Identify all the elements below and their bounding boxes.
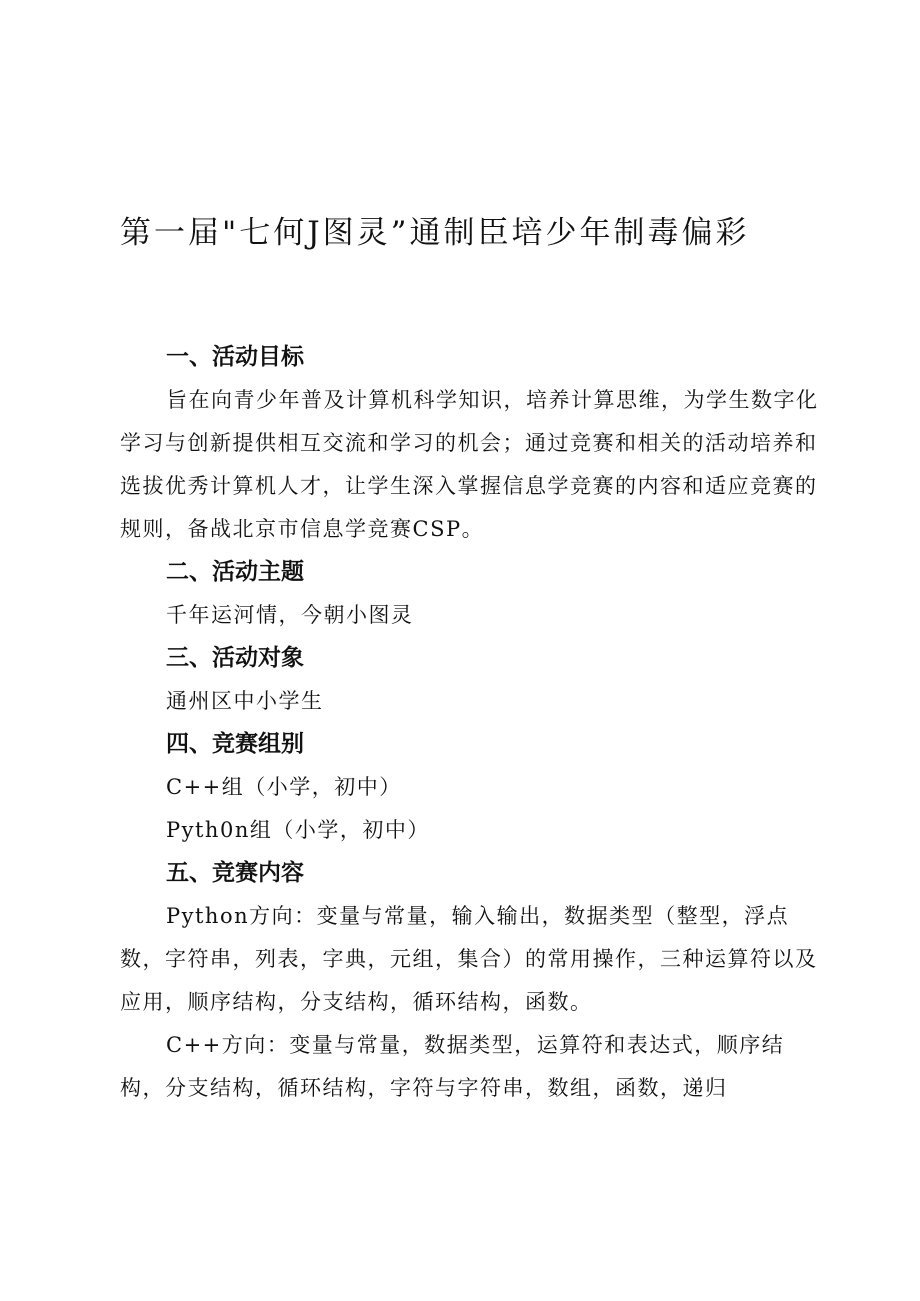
group-line-cpp: C++组（小学，初中） [166, 775, 402, 799]
section-line-audience: 通州区中小学生 [166, 689, 324, 713]
section-heading-content: 五、竞赛内容 [166, 860, 304, 886]
section-heading-groups: 四、竞赛组别 [166, 731, 304, 757]
content-paragraph-cpp: C++方向：变量与常量，数据类型，运算符和表达式，顺序结构，分支结构，循环结构，字符与字符串，数组，函数，递归 [120, 1033, 785, 1100]
section-heading-goals: 一、活动目标 [166, 344, 304, 370]
section-paragraph-goals: 旨在向青少年普及计算机科学知识，培养计算思维，为学生数字化学习与创新提供相互交流和学习的机会；通过竞赛和相关的活动培养和选拔优秀计算机人才，让学生深入掌握信息学竞赛的内容和适应竞赛的规则，备战北京市信息学竞赛CSP。 [120, 388, 819, 541]
section-line-theme: 千年运河情，今朝小图灵 [166, 603, 414, 627]
section-heading-audience: 三、活动对象 [166, 645, 304, 671]
document-title: 第一届"七何J图灵”通制臣培少年制毒偏彩 [120, 215, 750, 251]
content-paragraph-python: Python方向：变量与常量，输入输出，数据类型（整型，浮点数，字符串，列表，字典，元组，集合）的常用操作，三种运算符以及应用，顺序结构，分支结构，循环结构，函数。 [120, 904, 818, 1014]
document-body [120, 336, 820, 1110]
section-heading-theme: 二、活动主题 [166, 559, 304, 585]
group-line-python: Pyth0n组（小学，初中） [166, 818, 430, 842]
